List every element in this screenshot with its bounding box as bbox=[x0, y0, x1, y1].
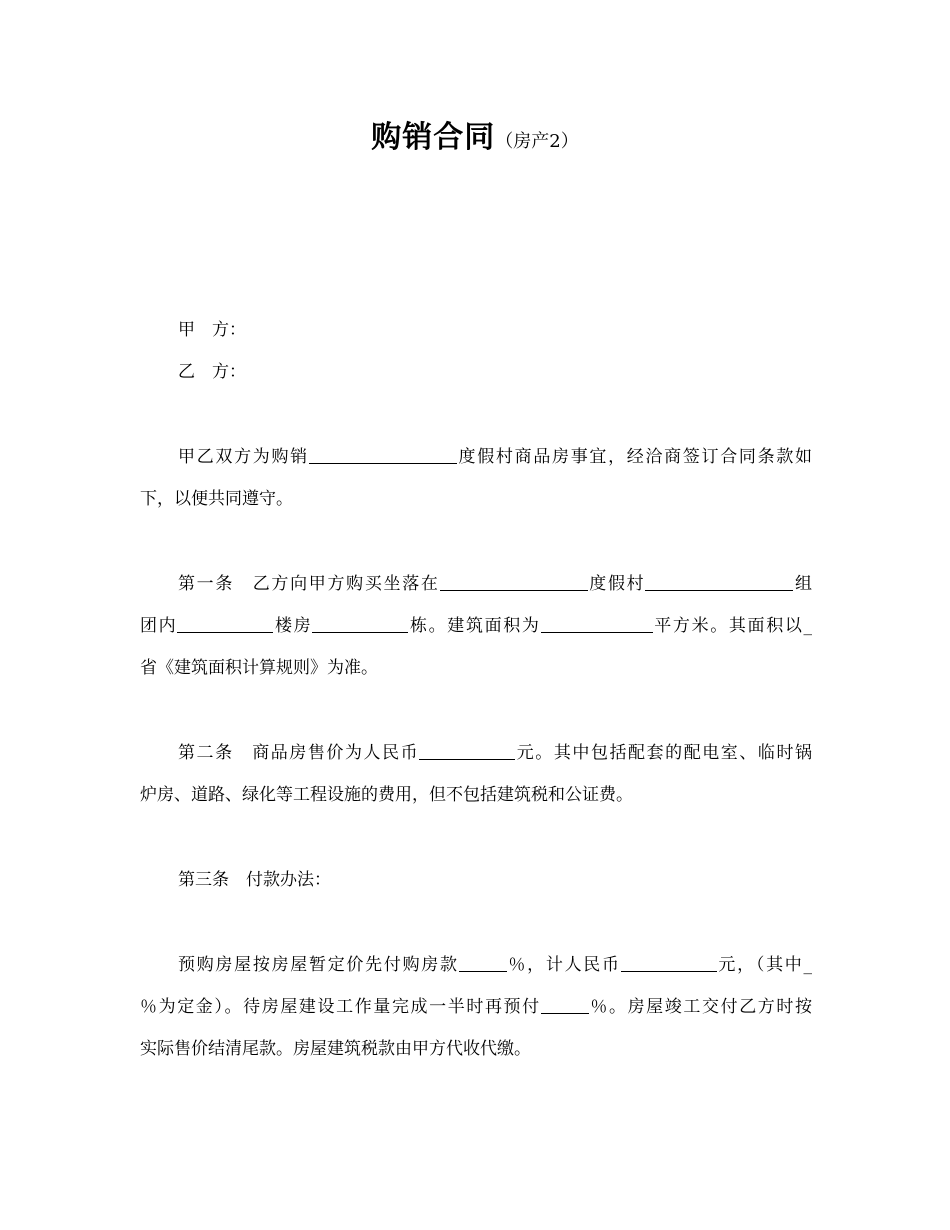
payment-line-2: ％为定金）。待房屋建设工作量完成一半时再预付 ％。房屋竣工交付乙方时按 bbox=[140, 997, 813, 1017]
blank-field bbox=[177, 615, 273, 633]
article-3-text: 付款办法： bbox=[246, 870, 331, 890]
intro-paragraph bbox=[140, 436, 812, 520]
article-2-line-1: 第二条 商品房售价为人民币 元。其中包括配套的配电室、临时锅 bbox=[178, 743, 813, 763]
party-b-label: 乙 方： bbox=[178, 362, 246, 382]
article-2 bbox=[140, 732, 812, 816]
party-a-line bbox=[140, 309, 812, 351]
article-1-line-1: 第一条 乙方向甲方购买坐落在 度假村 组 bbox=[178, 574, 813, 594]
article-1 bbox=[140, 563, 812, 689]
intro-line-1: 甲乙双方为购销 度假村商品房事宜，经洽商签订合同条款如 bbox=[178, 447, 813, 467]
party-b-line bbox=[140, 351, 812, 393]
article-3-heading: 第三条 bbox=[178, 870, 229, 890]
blank-field bbox=[309, 446, 457, 464]
title-subtitle: （房产2） bbox=[495, 131, 579, 152]
payment-line-3: 实际售价结清尾款。房屋建筑税款由甲方代收代缴。 bbox=[140, 1039, 531, 1059]
blank-field bbox=[541, 615, 653, 633]
document-title bbox=[0, 112, 950, 156]
article-2-heading: 第二条 bbox=[178, 743, 234, 763]
article-2-line-2: 炉房、道路、绿化等工程设施的费用，但不包括建筑税和公证费。 bbox=[140, 785, 633, 805]
blank-field bbox=[621, 954, 717, 972]
intro-line-2: 下，以便共同遵守。 bbox=[140, 489, 293, 509]
article-3 bbox=[140, 859, 812, 901]
article-1-line-2: 团内 楼房 栋。建筑面积为 平方米。其面积以_ bbox=[140, 616, 813, 636]
blank-field bbox=[645, 573, 793, 591]
blank-field bbox=[541, 996, 589, 1014]
title-main: 购销合同 bbox=[371, 120, 496, 155]
blank-field bbox=[419, 742, 515, 760]
blank-field bbox=[459, 954, 507, 972]
blank-field bbox=[440, 573, 588, 591]
payment-line-1: 预购房屋按房屋暂定价先付购房款 ％，计人民币 元，（其中_ bbox=[178, 955, 813, 975]
blank-field bbox=[312, 615, 408, 633]
payment-paragraph bbox=[140, 944, 812, 1070]
party-a-label: 甲 方： bbox=[178, 320, 246, 340]
article-1-line-3: 省《建筑面积计算规则》为准。 bbox=[140, 658, 378, 678]
article-1-heading: 第一条 bbox=[178, 574, 235, 594]
